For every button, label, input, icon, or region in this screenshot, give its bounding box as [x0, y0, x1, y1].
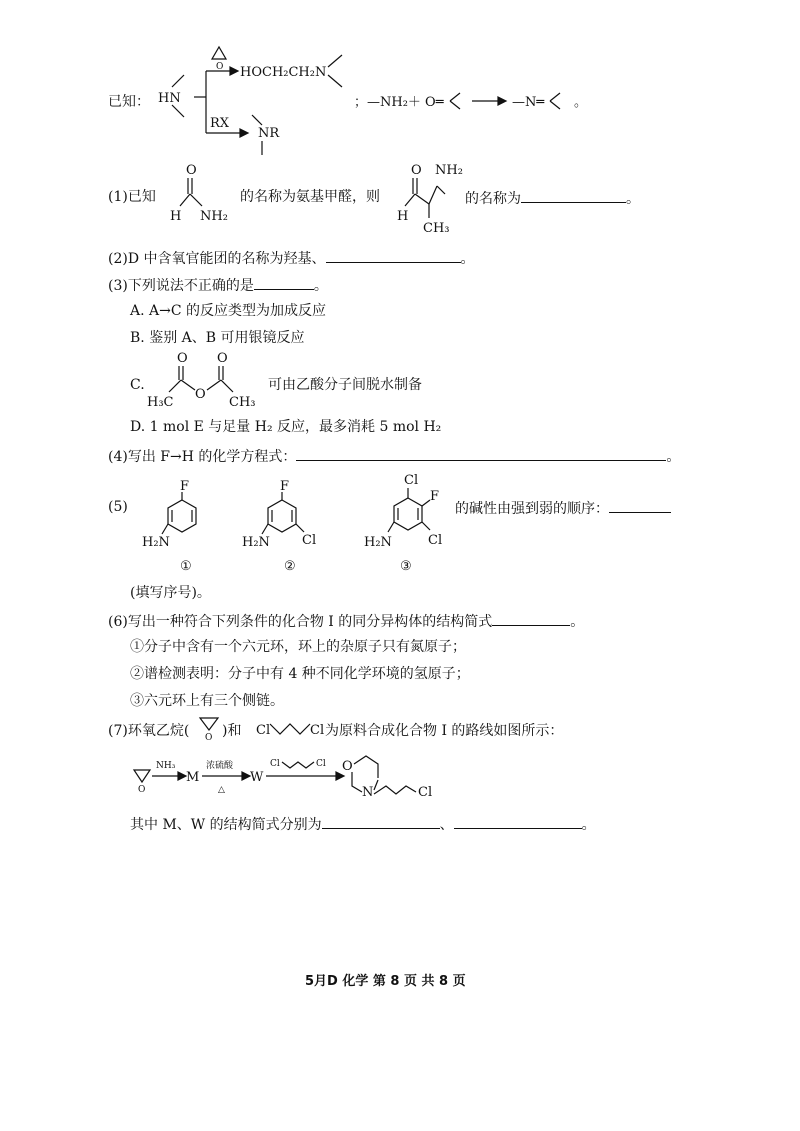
svg-text:F: F — [180, 479, 190, 494]
imine-product: —N═ — [512, 95, 545, 110]
svg-text:NH₃: NH₃ — [156, 761, 176, 771]
q1-formamide-structure — [160, 160, 250, 230]
svg-text:M: M — [186, 770, 200, 785]
q1-answer-blank[interactable] — [521, 190, 626, 203]
svg-text:O: O — [186, 163, 197, 178]
svg-text:O: O — [411, 163, 422, 178]
q1-lead: (1)已知 — [108, 189, 156, 205]
acetic-anhydride-structure — [145, 348, 255, 410]
q7-intro-3: 为原料合成化合物 I 的路线如图所示： — [325, 723, 564, 739]
svg-text:H: H — [397, 209, 409, 224]
q1-tail: 的名称为 。 — [465, 191, 640, 207]
svg-text:Cl: Cl — [302, 533, 317, 548]
q3-question: (3)下列说法不正确的是 。 — [108, 278, 328, 294]
svg-text:Cl: Cl — [428, 533, 443, 548]
known-separator: ；—NH₂＋ O═ — [354, 95, 444, 110]
svg-text:Cl: Cl — [316, 759, 326, 769]
known-reagent-rx: RX — [210, 116, 230, 131]
q7-answer-blank-m[interactable] — [322, 816, 440, 829]
q4-answer-blank[interactable] — [296, 448, 666, 461]
svg-text:O: O — [177, 351, 188, 366]
q7-answer: 其中 M、W 的结构简式分别为 、 。 — [130, 817, 596, 833]
q6-question: (6)写出一种符合下列条件的化合物 I 的同分异构体的结构简式 。 — [108, 614, 585, 630]
q2-answer-blank[interactable] — [326, 250, 461, 263]
svg-text:H₂N: H₂N — [242, 535, 270, 550]
svg-text:H₂N: H₂N — [364, 535, 392, 550]
q5-fill-note: (填写序号)。 — [130, 585, 211, 601]
q7-answer-blank-w[interactable] — [454, 816, 582, 829]
svg-text:F: F — [280, 479, 290, 494]
q3-option-b: B. 鉴别 A、B 可用银镜反应 — [130, 330, 305, 346]
svg-text:NH₂: NH₂ — [435, 163, 463, 178]
known-product-1: HOCH₂CH₂N — [240, 65, 327, 80]
svg-text:浓硫酸: 浓硫酸 — [206, 761, 234, 771]
svg-text:NH₂: NH₂ — [200, 209, 228, 224]
q7-synthesis-route — [130, 752, 450, 812]
svg-text:Cl: Cl — [404, 473, 419, 488]
svg-text:Cl: Cl — [270, 759, 280, 769]
svg-text:CH₃: CH₃ — [229, 395, 256, 410]
svg-text:CH₃: CH₃ — [423, 221, 450, 236]
svg-text:Cl: Cl — [310, 723, 325, 738]
q3-answer-blank[interactable] — [254, 277, 314, 290]
q5-label: (5) — [108, 499, 128, 515]
known-reactant-amine: HN — [158, 91, 181, 106]
q6-answer-blank[interactable] — [492, 613, 570, 626]
svg-text:③: ③ — [400, 559, 412, 574]
known-product-2: NR — [258, 126, 280, 141]
q7-dichloropropane — [250, 712, 330, 742]
q3-option-a: A. A→C 的反应类型为加成反应 — [130, 303, 327, 319]
svg-text:H₃C: H₃C — [147, 395, 174, 410]
q1-target-structure — [385, 160, 465, 240]
q5-answer-blank[interactable] — [609, 500, 671, 513]
svg-text:△: △ — [218, 785, 225, 795]
q3-option-d: D. 1 mol E 与足量 H₂ 反应，最多消耗 5 mol H₂ — [130, 419, 442, 435]
known-end: 。 — [574, 95, 588, 110]
svg-text:Cl: Cl — [418, 785, 433, 800]
svg-text:①: ① — [180, 559, 192, 574]
q6-condition-3: ③六元环上有三个侧链。 — [130, 693, 284, 709]
svg-text:H₂N: H₂N — [142, 535, 170, 550]
svg-text:O: O — [342, 759, 353, 774]
svg-text:W: W — [250, 770, 264, 785]
q3-option-c-text: 可由乙酸分子间脱水制备 — [268, 377, 422, 393]
q6-condition-2: ②谱检测表明：分子中有 4 种不同化学环境的氢原子； — [130, 666, 470, 682]
svg-text:O: O — [195, 387, 206, 402]
q5-question: 的碱性由强到弱的顺序： — [455, 500, 671, 516]
svg-text:F: F — [430, 489, 440, 504]
q1-mid: 的名称为氨基甲醛，则 — [240, 189, 380, 205]
svg-text:H: H — [170, 209, 182, 224]
q2-question: (2)D 中含氧官能团的名称为羟基、 。 — [108, 251, 475, 267]
epoxide-o: O — [216, 62, 224, 72]
page-footer: 5月D 化学 第 8 页 共 8 页 — [305, 974, 466, 989]
svg-text:O: O — [217, 351, 228, 366]
q3-option-c-label: C. — [130, 377, 145, 393]
q7-intro-1: (7)环氧乙烷( — [108, 723, 190, 739]
svg-text:O: O — [138, 785, 146, 795]
known-reactions-scheme — [150, 35, 590, 160]
q5-molecule-3 — [350, 470, 460, 578]
q6-condition-1: ①分子中含有一个六元环，环上的杂原子只有氮原子； — [130, 639, 466, 655]
q7-intro-2: )和 — [222, 723, 242, 739]
svg-text:Cl: Cl — [256, 723, 271, 738]
q5-molecule-1 — [140, 478, 220, 578]
q5-molecule-2 — [240, 478, 340, 578]
known-prefix: 已知： — [108, 94, 150, 110]
svg-text:N: N — [362, 785, 374, 800]
svg-text:②: ② — [284, 559, 296, 574]
q4-question: (4)写出 F→H 的化学方程式： 。 — [108, 449, 681, 465]
svg-text:O: O — [205, 733, 213, 743]
